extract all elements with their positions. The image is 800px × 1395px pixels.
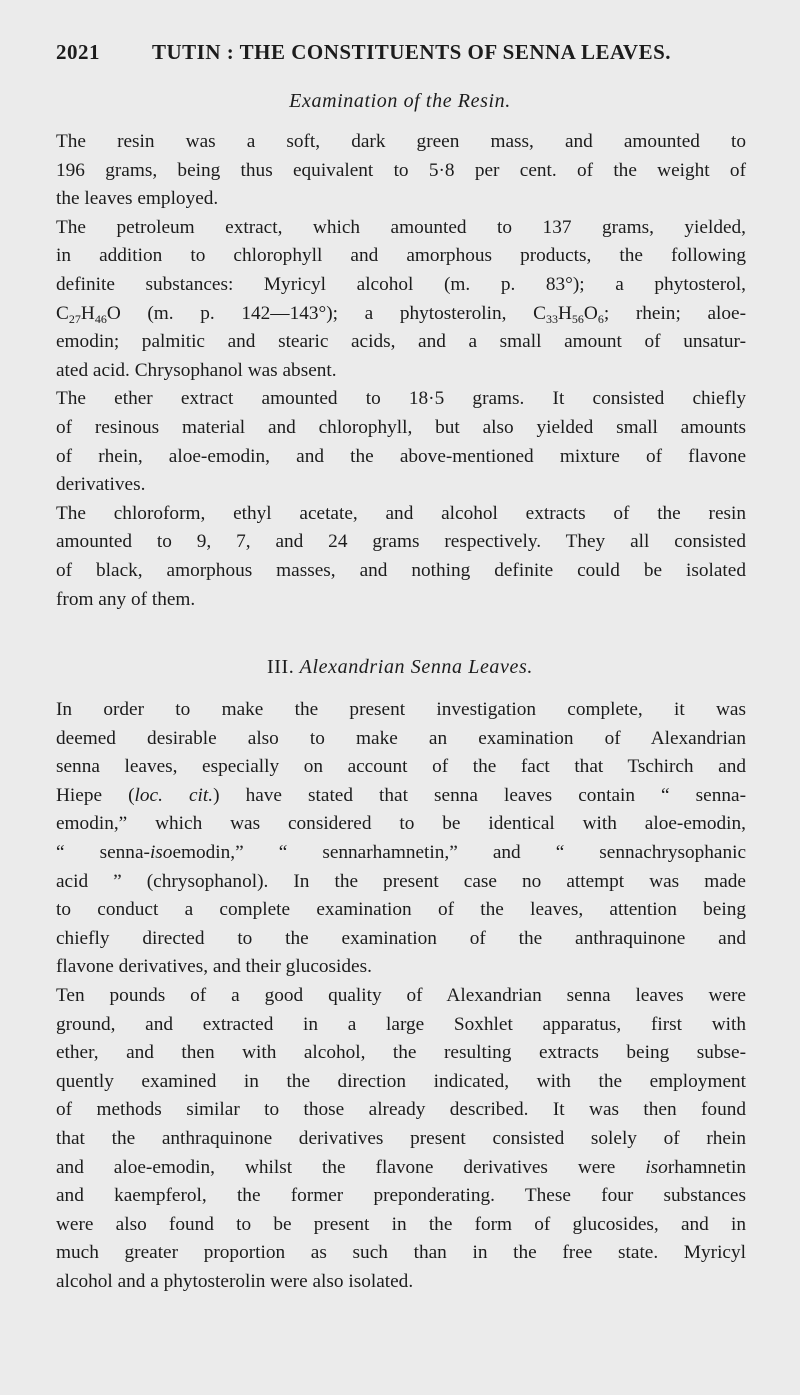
resin-section-body [56, 128, 746, 614]
section-heading-alexandrian [0, 656, 800, 679]
text-line: of black, amorphous masses, and nothing definite could be isolated [56, 559, 746, 581]
text-line: The ether extract amounted to 18·5 grams. It consisted chiefly [56, 388, 746, 410]
text-line: of methods similar to those already described. It was then found [56, 1099, 746, 1121]
paragraph-resin-mass [56, 128, 746, 214]
text-line: from any of them. [56, 588, 196, 610]
text-line-formulas [56, 300, 746, 329]
text-line: of resinous material and chlorophyll, but also yielded small amounts [56, 416, 746, 438]
text-line [56, 839, 746, 868]
text-line: senna leaves, especially on account of the fact that Tschirch and [56, 756, 746, 778]
text-line: were also found to be present in the form of glucosides, and in [56, 1213, 746, 1235]
running-title: TUTIN : THE CONSTITUENTS OF SENNA LEAVES. [152, 40, 672, 64]
text-line: emodin; palmitic and stearic acids, and a small amount of unsatur- [56, 331, 746, 353]
paragraph-ether-extract [56, 385, 746, 499]
section-title: Alexandrian Senna Leaves. [299, 656, 533, 678]
formula-subscript: 27 [68, 311, 81, 326]
text-line: alcohol and a phytosterolin were also isolated. [56, 1270, 414, 1292]
text-part: ) have stated that senna leaves contain “ senna- [213, 784, 747, 806]
text-line: chiefly directed to the examination of the anthraquinone and [56, 927, 746, 949]
text-line: flavone derivatives, and their glucosides. [56, 956, 372, 978]
alexandrian-section-body [56, 696, 746, 1296]
text-line: The resin was a soft, dark green mass, and amounted to [56, 131, 746, 152]
text-line: The chloroform, ethyl acetate, and alcohol extracts of the resin [56, 502, 746, 524]
text-line: deemed desirable also to make an examination of Alexandrian [56, 727, 746, 749]
text-part: rhamnetin [667, 1156, 746, 1178]
formula-part: H [557, 302, 572, 324]
formula-part: O [583, 302, 598, 324]
text-line: quently examined in the direction indicated, with the employment [56, 1070, 746, 1092]
text-line [56, 782, 746, 811]
text-line: and kaempferol, the former preponderating. These four substances [56, 1185, 746, 1207]
text-line: ground, and extracted in a large Soxhlet apparatus, first with [56, 1013, 746, 1035]
italic-citation: loc. cit. [134, 784, 214, 806]
formula-part: H [80, 302, 95, 324]
text-line: much greater proportion as such than in the free state. Myricyl [56, 1242, 746, 1264]
text-line: 196 grams, being thus equivalent to 5·8 per cent. of the weight of [56, 159, 746, 181]
formula-part: O (m. p. 142—143°); a phytosterolin, C [106, 302, 546, 324]
text-line: acid ” (chrysophanol). In the present case no attempt was made [56, 870, 746, 892]
text-line: to conduct a complete examination of the leaves, attention being [56, 899, 746, 921]
text-part: “ senna- [56, 841, 150, 863]
italic-prefix: iso [149, 841, 173, 863]
running-head [56, 40, 746, 70]
text-line: ated acid. Chrysophanol was absent. [56, 359, 337, 381]
text-line [56, 1154, 746, 1183]
formula-subscript: 56 [571, 311, 584, 326]
text-line: In order to make the present investigation complete, it was [56, 699, 746, 720]
section-numeral: III. [267, 656, 295, 678]
text-part: emodin,” “ sennarhamnetin,” and “ sennachrysophanic [172, 841, 747, 863]
text-part: and aloe-emodin, whilst the flavone derivatives were [56, 1156, 646, 1178]
paragraph-other-extracts [56, 500, 746, 614]
text-line: the leaves employed. [56, 188, 219, 210]
paragraph-petroleum-extract [56, 214, 746, 386]
text-line: The petroleum extract, which amounted to 137 grams, yielded, [56, 216, 746, 238]
text-line: emodin,” which was considered to be identical with aloe-emodin, [56, 813, 746, 835]
text-line: in addition to chlorophyll and amorphous products, the following [56, 245, 746, 267]
formula-subscript: 33 [545, 311, 558, 326]
formula-subscript: 46 [94, 311, 107, 326]
page-number: 2021 [56, 40, 100, 64]
paragraph-extraction-method [56, 982, 746, 1297]
text-line: of rhein, aloe-emodin, and the above-mentioned mixture of flavone [56, 445, 746, 467]
section-heading-resin: Examination of the Resin. [289, 90, 511, 112]
text-line: derivatives. [56, 474, 146, 496]
text-part: Hiepe ( [56, 784, 135, 806]
formula-part: C [56, 302, 69, 324]
formula-part: ; rhein; aloe- [603, 302, 746, 324]
text-line: ether, and then with alcohol, the resulting extracts being subse- [56, 1042, 746, 1064]
text-line: Ten pounds of a good quality of Alexandrian senna leaves were [56, 984, 746, 1006]
italic-prefix: iso [645, 1156, 668, 1178]
text-line: amounted to 9, 7, and 24 grams respectively. They all consisted [56, 531, 746, 553]
paragraph-investigation-scope [56, 696, 746, 982]
formula-subscript: 6 [597, 311, 604, 326]
text-line: that the anthraquinone derivatives present consisted solely of rhein [56, 1127, 746, 1149]
text-line: definite substances: Myricyl alcohol (m. p. 83°); a phytosterol, [56, 273, 746, 295]
